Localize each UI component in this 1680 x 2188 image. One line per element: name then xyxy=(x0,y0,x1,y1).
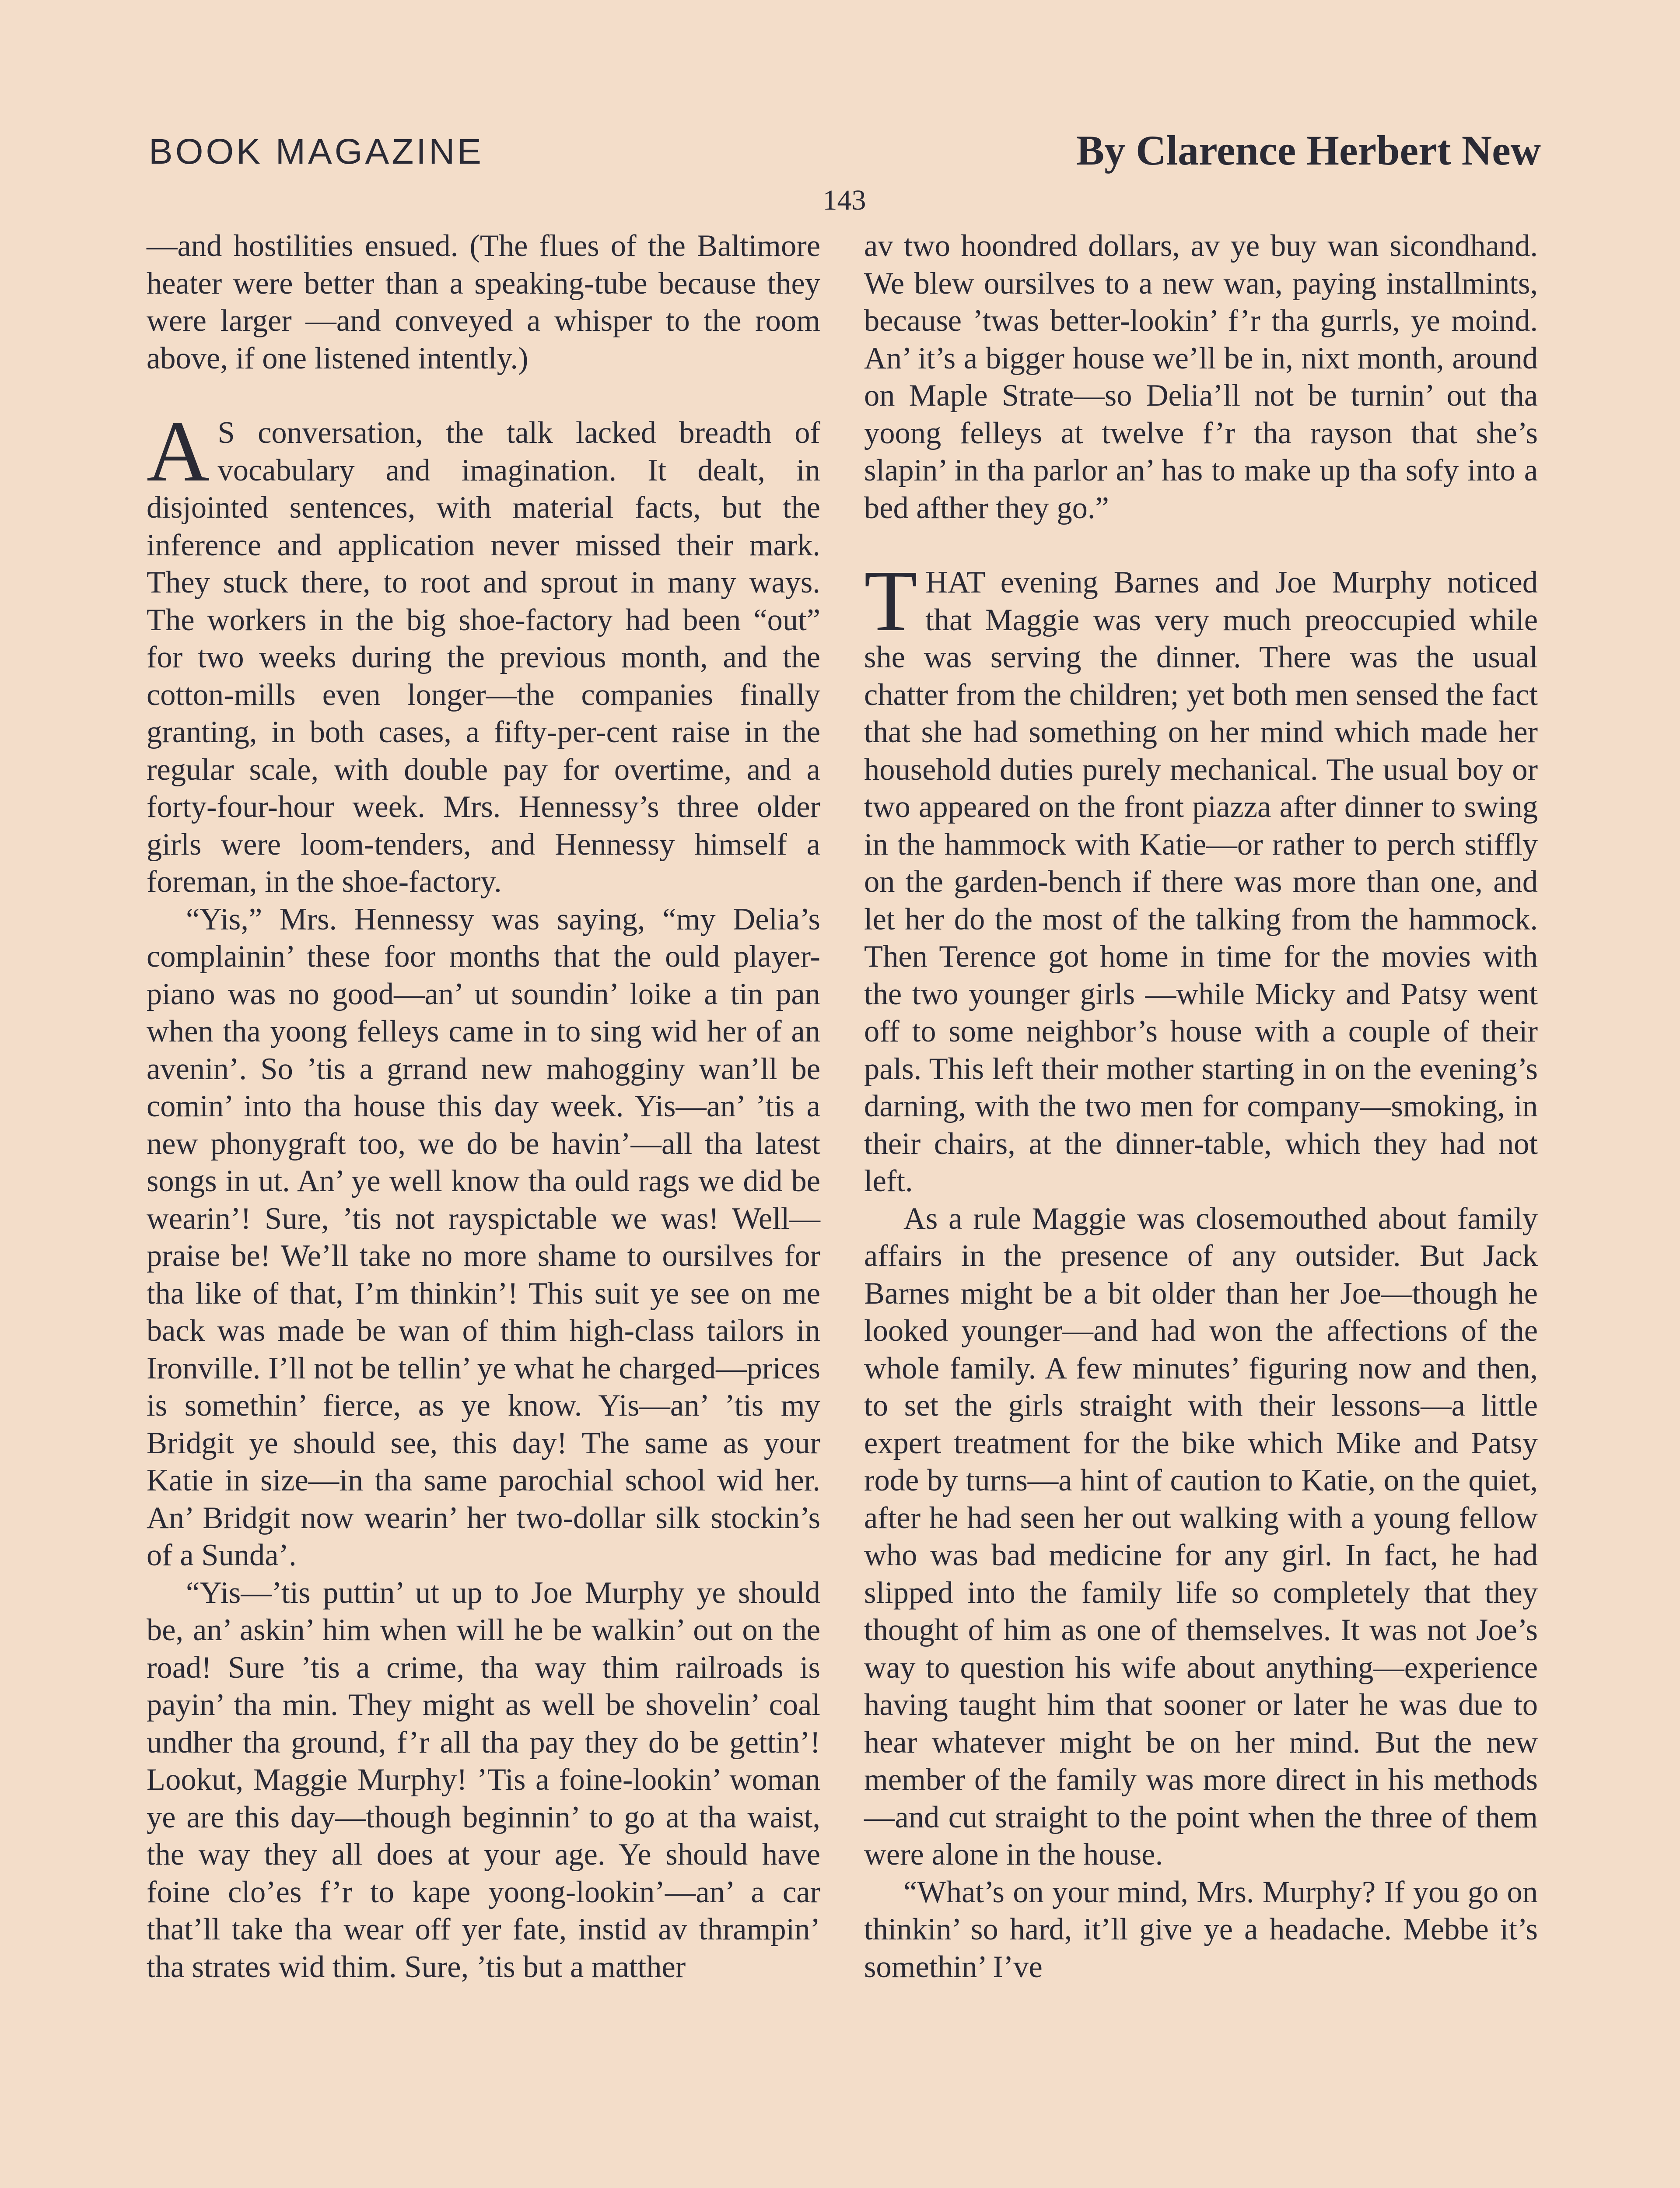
author-byline: By Clarence Herbert New xyxy=(1076,127,1541,174)
right-paragraph-2-text: HAT evening Barnes and Joe Murphy noticed that Maggie was very much preoccupied while she was serving the dinner. There was the usual chatter from the children; yet both men sensed the fact that she had something on her mind which made her household duties purely mechanical. The usual boy or two appeared on the front piazza after dinner to swing in the hammock with Katie—or rather to perch stiffly on the garden-bench if there was more than one, and let her do the most of the talking from the hammock. Then Terence got home in time for the movies with the two younger girls —while Micky and Patsy went off to some neighbor’s house with a couple of their pals. This left their mother starting in on the evening’s darning, with the two men for company—smoking, in their chairs, at the dinner-table, which they had not left. xyxy=(864,565,1538,1198)
left-paragraph-4: “Yis—’tis puttin’ ut up to Joe Murphy ye should be, an’ askin’ him when will he be walkin’ out on the road! Sure ’tis a crime, tha way thim railroads is payin’ tha min. They might as well be shovelin’ coal undher tha ground, f’r all tha pay they do be gettin’! Lookut, Maggie Murphy! ’Tis a foine-lookin’ woman ye are this day—though beginnin’ to go at tha waist, the way they all does at your age. Ye should have foine clo’es f’r to kape yoong-lookin’—an’ a car that’ll take tha wear off yer fate, instid av thrampin’ tha strates wid thim. Sure, ’tis but a matther xyxy=(147,1575,820,1984)
right-paragraph-4: “What’s on your mind, Mrs. Murphy? If you go on thinkin’ so hard, it’ll give ye a headache. Mebbe it’s somethin’ I’ve xyxy=(864,1875,1538,1984)
left-column xyxy=(147,228,820,1986)
left-paragraph-3: “Yis,” Mrs. Hennessy was saying, “my Delia’s complainin’ these foor months that the ould player-piano was no good—an’ ut soundin’ loike a tin pan when tha yoong felleys came in to sing wid her of an avenin’. So ’tis a grrand new mahogginy wan’ll be comin’ into tha house this day week. Yis—an’ ’tis a new phonygraft too, we do be havin’—all tha latest songs in ut. An’ ye well know tha ould rags we did be wearin’! Sure, ’tis not rayspictable we was! Well—praise be! We’ll take no more shame to oursilves for tha like of that, I’m thinkin’! This suit ye see on me back was made be wan of thim high-class tailors in Ironville. I’ll not be tellin’ ye what he charged—prices is somethin’ fierce, as ye know. Yis—an’ ’tis my Bridgit ye should see, this day! The same as your Katie in size—in tha same parochial school wid her. An’ Bridgit now wearin’ her two-dollar silk stockin’s of a Sunda’. xyxy=(147,902,820,1572)
left-paragraph-1: —and hostilities ensued. (The flues of the Baltimore heater were better than a speaking-tube because they were larger —and conveyed a whisper to the room above, if one listened intently.) xyxy=(147,229,820,375)
drop-cap-t: T xyxy=(864,553,918,649)
page-number: 143 xyxy=(822,184,866,216)
publication-title: BOOK MAGAZINE xyxy=(149,132,484,172)
left-paragraph-2-text: S conversation, the talk lacked breadth of vocabulary and imagination. It dealt, in disjointed sentences, with material facts, but the inference and application never missed their mark. They stuck there, to root and sprout in many ways. The workers in the big shoe-factory had been “out” for two weeks during the previous month, and the cotton-mills even longer—the companies finally granting, in both cases, a fifty-per-cent raise in the regular scale, with double pay for overtime, and a forty-four-hour week. Mrs. Hennessy’s three older girls were loom-tenders, and Hennessy himself a foreman, in the shoe-factory. xyxy=(147,416,820,899)
drop-cap-a: A xyxy=(147,403,210,500)
right-paragraph-3: As a rule Maggie was closemouthed about family affairs in the presence of any outsider. But Jack Barnes might be a bit older than her Joe—though he looked younger—and had won the affections of the whole family. A few minutes’ figuring now and then, to set the girls straight with their lessons—a little expert treatment for the bike which Mike and Patsy rode by turns—a hint of caution to Katie, on the quiet, after he had seen her out walking with a young fellow who was bad medicine for any girl. In fact, he had slipped into the family life so completely that they thought of him as one of themselves. It was not Joe’s way to question his wife about anything—experience having taught him that sooner or later he was due to hear whatever might be on her mind. But the new member of the family was more direct in his methods—and cut straight to the point when the three of them were alone in the house. xyxy=(864,1201,1538,1872)
right-paragraph-1: av two hoondred dollars, av ye buy wan sicondhand. We blew oursilves to a new wan, paying installmints, because ’twas better-lookin’ f’r tha gurrls, ye moind. An’ it’s a bigger house we’ll be in, nixt month, around on Maple Strate—so Delia’ll not be turnin’ out tha yoong felleys at twelve f’r tha rayson that she’s slapin’ in tha parlor an’ has to make up tha sofy into a bed afther they go.” xyxy=(864,229,1538,525)
right-paragraph-2 xyxy=(864,553,1538,1200)
right-column xyxy=(864,228,1538,1986)
left-paragraph-2 xyxy=(147,403,820,901)
